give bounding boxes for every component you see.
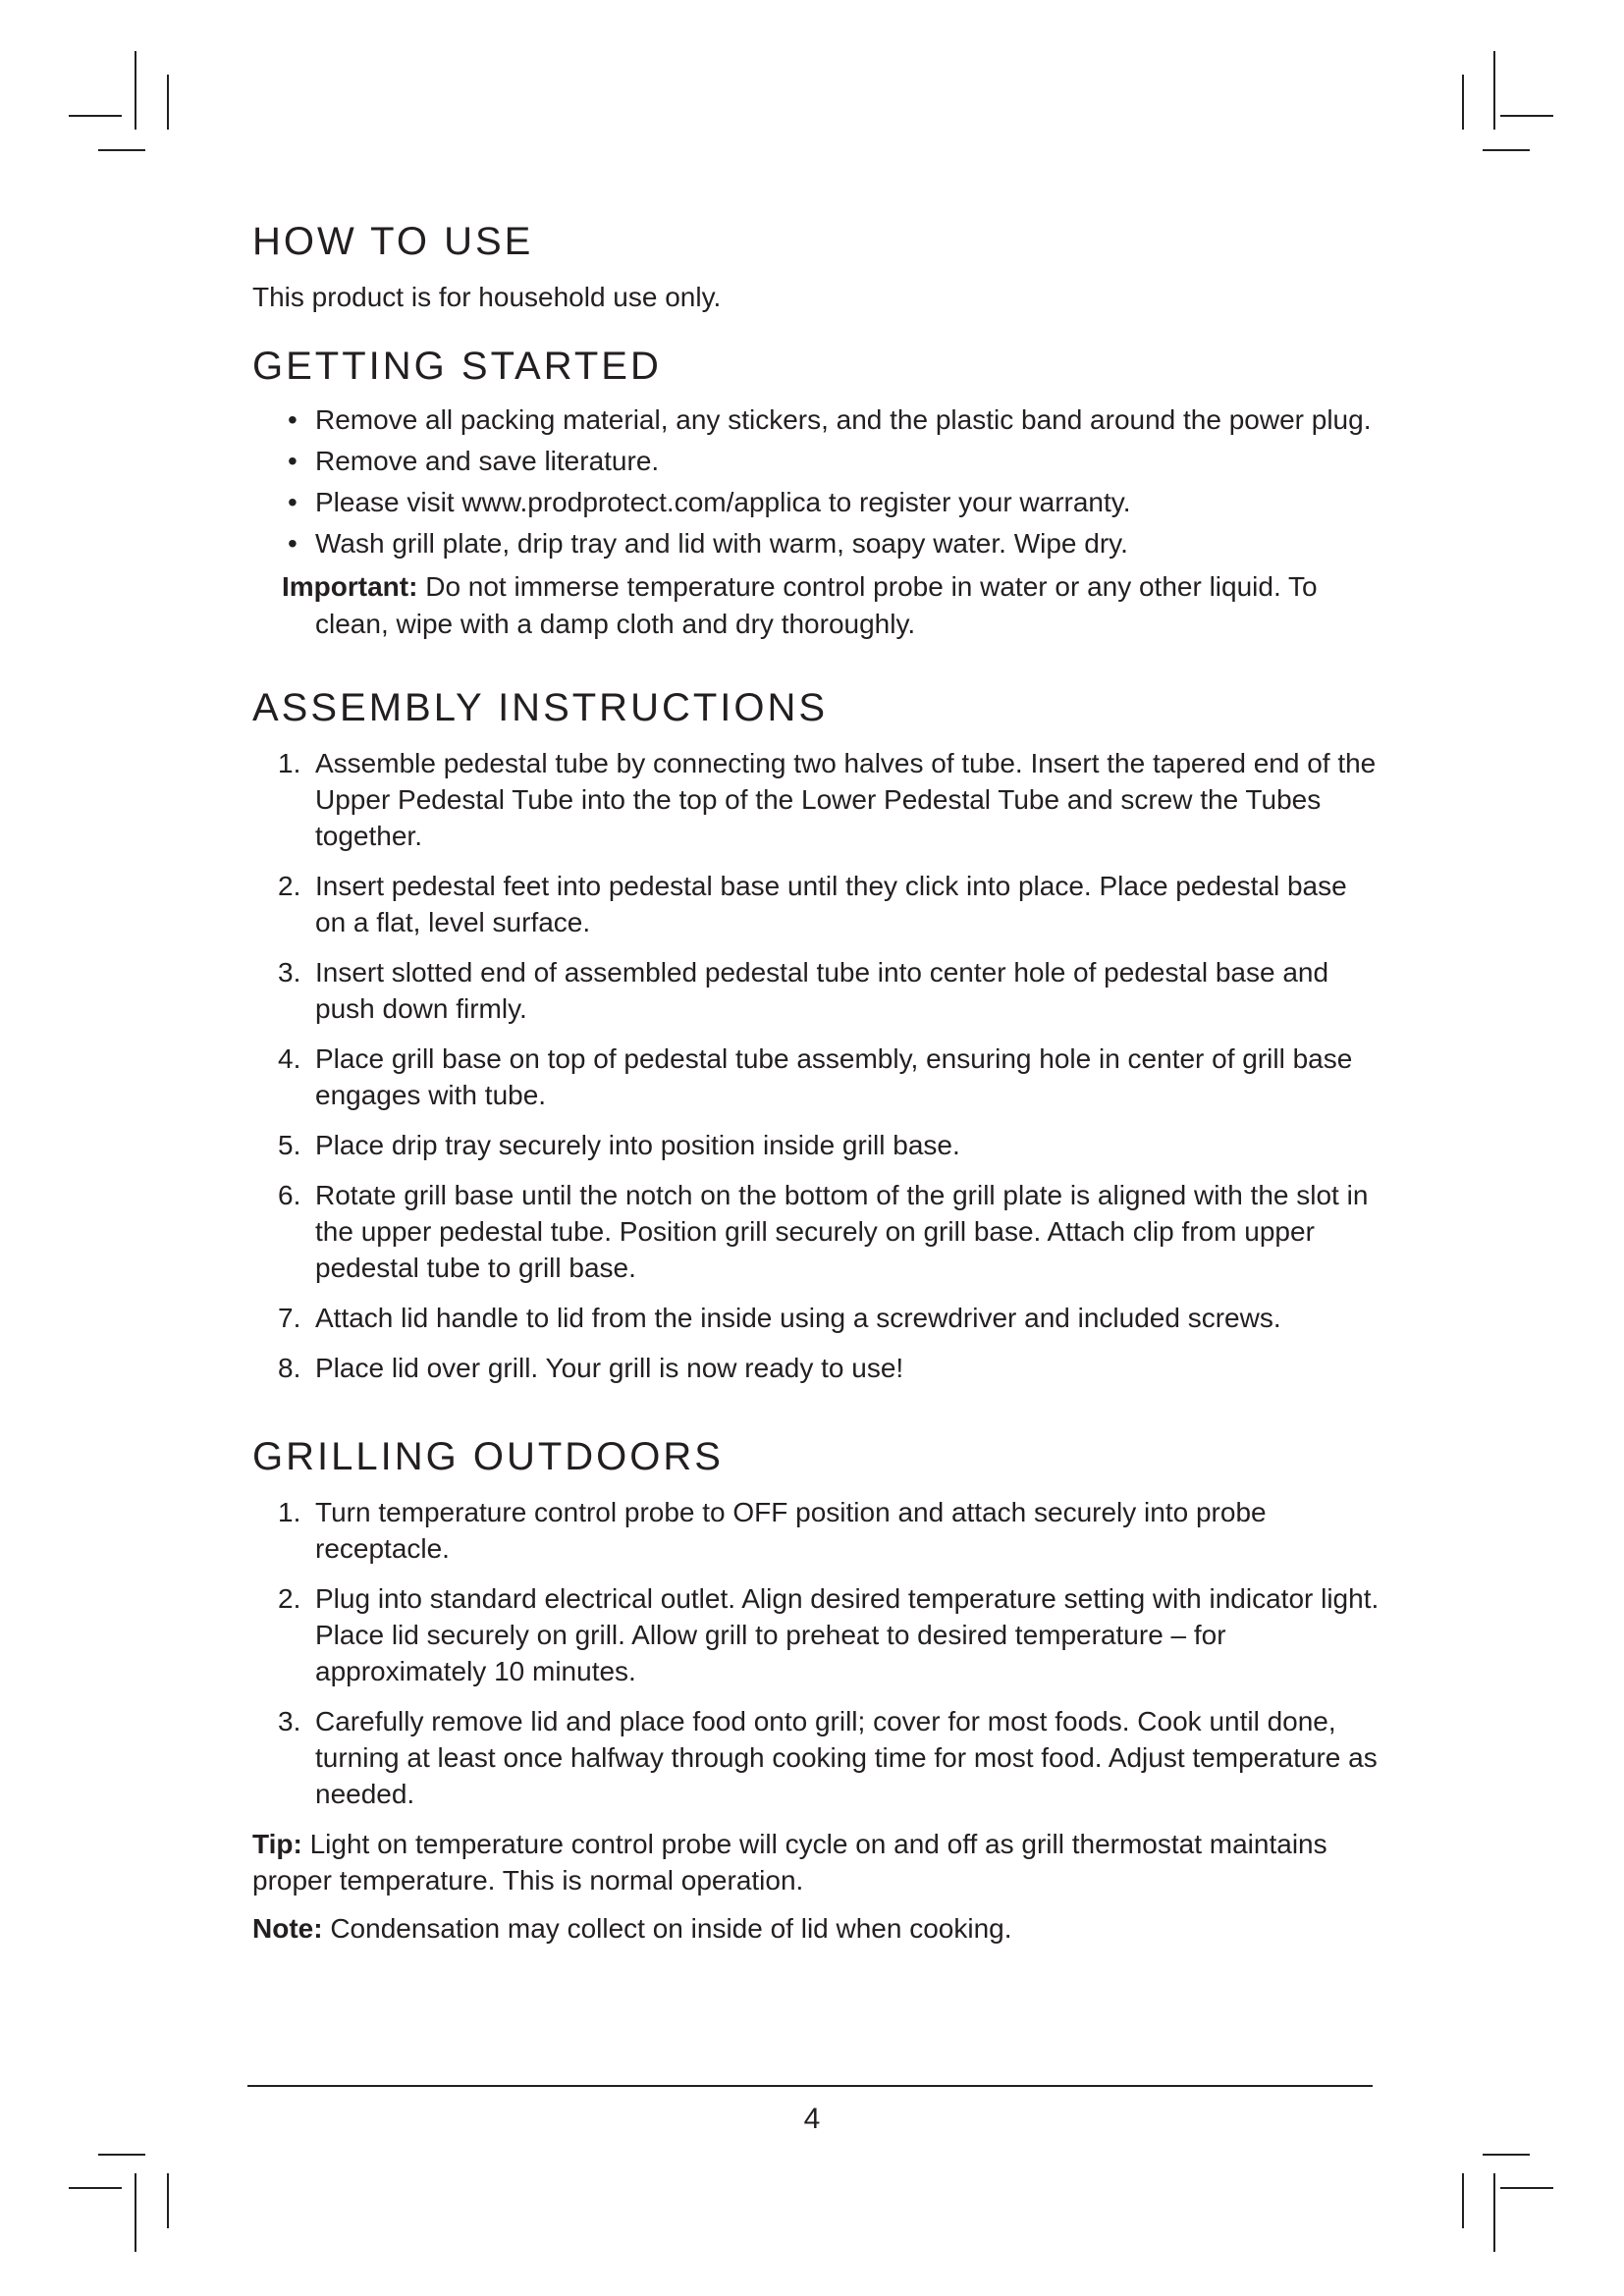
crop-mark-top-right-v1 <box>1493 51 1495 130</box>
list-item: 2. Plug into standard electrical outlet. Align desired temperature setting with indicator light. Place lid securely on grill. Allow grill to preheat to desired temperature – for approximately 10 minutes. <box>278 1583 1380 1686</box>
tip-text: Light on temperature control probe will cycle on and off as grill thermostat maintains proper temperature. This is normal operation. <box>252 1829 1327 1896</box>
list-item: 3. Carefully remove lid and place food onto grill; cover for most foods. Cook until done, turning at least once halfway through cooking time for most food. Adjust temperature as needed. <box>278 1706 1378 1809</box>
list-item: • Remove and save literature. <box>288 446 660 476</box>
list-item: • Remove all packing material, any stickers, and the plastic band around the power plug. <box>288 404 1372 435</box>
footer-divider <box>247 2085 1373 2087</box>
note <box>252 1910 1381 1947</box>
list-item: 4. Place grill base on top of pedestal tube assembly, ensuring hole in center of grill base engages with tube. <box>278 1043 1353 1110</box>
bullet-icon: • <box>288 487 298 517</box>
important-text: Do not immerse temperature control probe in water or any other liquid. To clean, wipe with a damp cloth and dry thoroughly. <box>315 571 1318 639</box>
list-item: 8. Place lid over grill. Your grill is now ready to use! <box>278 1353 904 1383</box>
how-to-use-section <box>252 218 1381 315</box>
page-content <box>252 218 1381 1947</box>
getting-started-heading: GETTING STARTED <box>252 345 662 388</box>
list-item: 1. Assemble pedestal tube by connecting two halves of tube. Insert the tapered end of the Upper Pedestal Tube into the top of the Lower Pedestal Tube and screw the Tubes together. <box>278 748 1377 851</box>
crop-mark-top-left-v2 <box>167 75 169 130</box>
assembly-heading: ASSEMBLY INSTRUCTIONS <box>252 686 829 729</box>
list-item: 2. Insert pedestal feet into pedestal base until they click into place. Place pedestal base on a flat, level surface. <box>278 871 1347 937</box>
important-label: Important: <box>282 571 418 602</box>
list-item: 6. Rotate grill base until the notch on the bottom of the grill plate is aligned with the slot in the upper pedestal tube. Position grill securely on grill base. Attach clip from upper pedestal tube to grill base. <box>278 1180 1369 1283</box>
crop-mark-top-right-h <box>1500 115 1553 117</box>
how-to-use-text: This product is for household use only. <box>252 282 722 312</box>
note-label: Note: <box>252 1913 323 1944</box>
crop-mark-top-right-v2 <box>1462 75 1464 130</box>
assembly-section <box>252 684 1381 1386</box>
list-item: 5. Place drip tray securely into position inside grill base. <box>278 1130 960 1160</box>
getting-started-list <box>252 403 1381 561</box>
crop-mark-bottom-left-v2 <box>167 2173 169 2228</box>
list-item: 7. Attach lid handle to lid from the inside using a screwdriver and included screws. <box>278 1303 1281 1333</box>
crop-mark-bottom-left-v1 <box>135 2173 136 2252</box>
bullet-icon: • <box>288 446 298 476</box>
page-number: 4 <box>803 2103 821 2135</box>
tip-label: Tip: <box>252 1829 302 1859</box>
important-note <box>252 568 1381 643</box>
bullet-icon: • <box>288 404 298 435</box>
grilling-steps <box>252 1494 1381 1812</box>
note-text: Condensation may collect on inside of lid when cooking. <box>330 1913 1012 1944</box>
grilling-heading: GRILLING OUTDOORS <box>252 1435 724 1478</box>
how-to-use-heading: HOW TO USE <box>252 220 534 263</box>
crop-mark-bottom-right-h2 <box>1500 2187 1553 2189</box>
list-item: 1. Turn temperature control probe to OFF position and attach securely into probe receptacle. <box>278 1497 1267 1564</box>
crop-mark-top-left-h <box>69 115 122 117</box>
list-item: • Wash grill plate, drip tray and lid with warm, soapy water. Wipe dry. <box>288 528 1128 559</box>
tip-note <box>252 1826 1381 1898</box>
list-item: • Please visit www.prodprotect.com/applica to register your warranty. <box>288 487 1131 517</box>
grilling-section <box>252 1433 1381 1947</box>
crop-mark-bottom-left-h2 <box>69 2187 122 2189</box>
crop-mark-bottom-left-h <box>98 2154 145 2156</box>
crop-mark-bottom-right-v2 <box>1462 2173 1464 2228</box>
crop-mark-bottom-right-h <box>1483 2154 1530 2156</box>
getting-started-section <box>252 343 1381 643</box>
crop-mark-bottom-right-v1 <box>1493 2173 1495 2252</box>
list-item: 3. Insert slotted end of assembled pedestal tube into center hole of pedestal base and push down firmly. <box>278 957 1329 1024</box>
crop-mark-top-right-h2 <box>1483 149 1530 151</box>
assembly-steps <box>252 745 1381 1386</box>
crop-mark-top-left-v1 <box>135 51 136 130</box>
bullet-icon: • <box>288 528 298 559</box>
crop-mark-top-left-h2 <box>98 149 145 151</box>
